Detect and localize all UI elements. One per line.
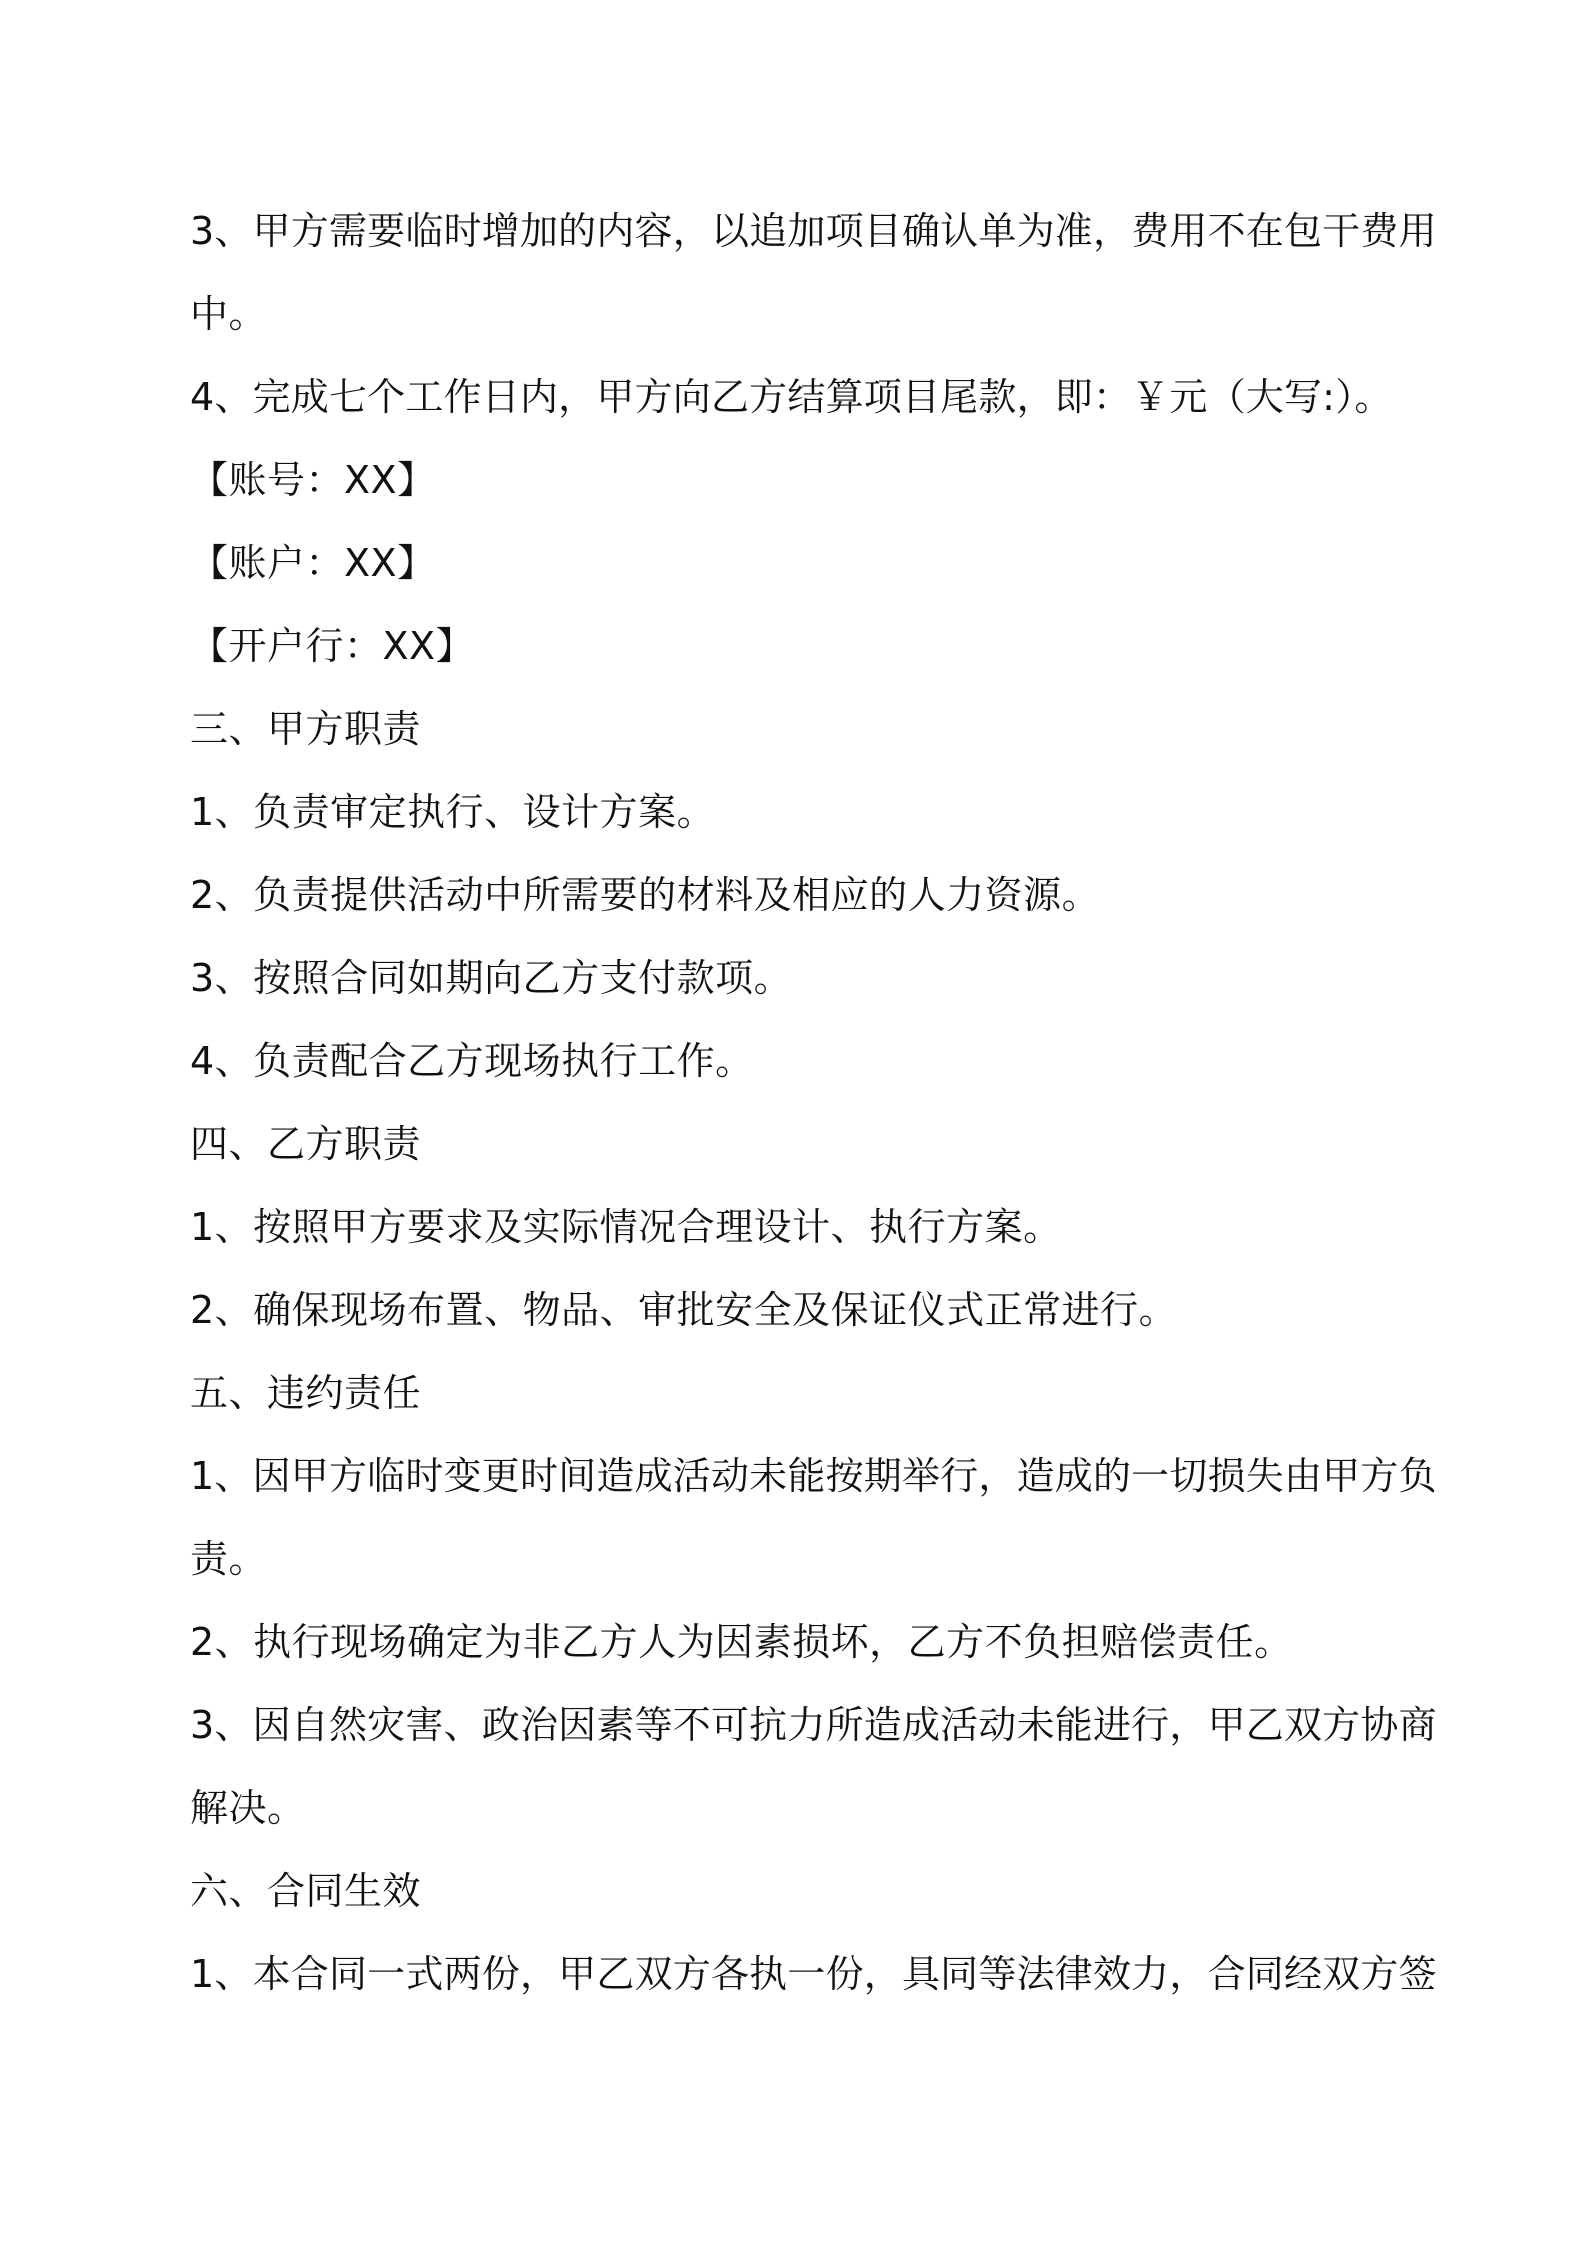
section-heading: 四、乙方职责 (190, 1122, 422, 1166)
clause-text-line: 2、负责提供活动中所需要的材料及相应的人力资源。 (190, 873, 1101, 917)
clause-text-line: 4、负责配合乙方现场执行工作。 (190, 1039, 754, 1083)
clause-text-line: 责。 (190, 1537, 268, 1581)
clause-text-line: 1、因甲方临时变更时间造成活动未能按期举行，造成的一切损失由甲方负 (190, 1454, 1437, 1498)
bank-account-number: 【账号：XX】 (190, 458, 436, 502)
section-heading: 五、违约责任 (190, 1371, 422, 1415)
clause-text-line: 4、完成七个工作日内，甲方向乙方结算项目尾款，即：￥元（大写:）。 (190, 375, 1393, 419)
clause-text-line: 1、按照甲方要求及实际情况合理设计、执行方案。 (190, 1205, 1062, 1249)
clause-text-line: 1、本合同一式两份，甲乙双方各执一份，具同等法律效力，合同经双方签 (190, 1952, 1437, 1996)
section-heading: 三、甲方职责 (190, 707, 422, 751)
clause-text-line: 中。 (190, 292, 268, 336)
clause-text-line: 2、执行现场确定为非乙方人为因素损坏，乙方不负担赔偿责任。 (190, 1620, 1293, 1664)
bank-account-name: 【账户：XX】 (190, 541, 436, 585)
clause-text-line: 3、甲方需要临时增加的内容，以追加项目确认单为准，费用不在包干费用 (190, 209, 1437, 253)
clause-text-line: 1、负责审定执行、设计方案。 (190, 790, 716, 834)
document-body (190, 190, 1437, 2016)
bank-branch: 【开户行：XX】 (190, 624, 475, 668)
clause-text-line: 解决。 (190, 1786, 306, 1830)
clause-text-line: 3、按照合同如期向乙方支付款项。 (190, 956, 793, 1000)
section-heading: 六、合同生效 (190, 1869, 422, 1913)
clause-text-line: 2、确保现场布置、物品、审批安全及保证仪式正常进行。 (190, 1288, 1178, 1332)
clause-text-line: 3、因自然灾害、政治因素等不可抗力所造成活动未能进行，甲乙双方协商 (190, 1703, 1437, 1747)
